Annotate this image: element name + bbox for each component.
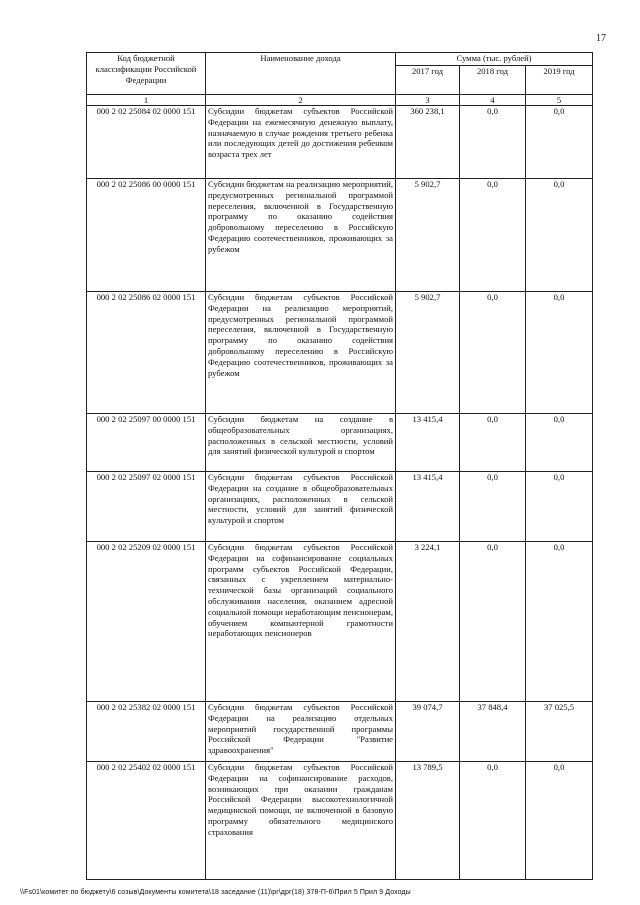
value-2017: 13 789,5 <box>396 762 460 880</box>
header-year-2018: 2018 год <box>460 66 526 95</box>
page-number: 17 <box>596 33 606 44</box>
value-2018: 0,0 <box>460 472 526 542</box>
budget-code: 000 2 02 25209 02 0000 151 <box>87 542 206 702</box>
header-year-2017: 2017 год <box>396 66 460 95</box>
value-2018: 37 848,4 <box>460 702 526 762</box>
value-2018: 0,0 <box>460 762 526 880</box>
table-row <box>87 292 593 414</box>
value-2019: 0,0 <box>526 179 593 292</box>
column-number: 4 <box>460 95 526 106</box>
revenue-name: Субсидии бюджетам субъектов Российской Федерации на софинансирование расходов, возникающих при оказании гражданам Российской Федерации высокотехнологичной медицинской помощи, не включенной в базовую программу обязательного медицинского страхования <box>206 762 396 880</box>
budget-code: 000 2 02 25086 00 0000 151 <box>87 179 206 292</box>
revenue-name: Субсидии бюджетам субъектов Российской Федерации на реализацию мероприятий, предусмотренных региональной программой переселения, включенной в Государственную программу по оказанию содействия добровольному переселению в Российскую Федерацию соотечественников, проживающих за рубежом <box>206 292 396 414</box>
revenue-name: Субсидии бюджетам на реализацию мероприятий, предусмотренных региональной программой переселения, включенной в Государственную программу по оказанию содействия добровольному переселению в Российскую Федерацию соотечественников, проживающих за рубежом <box>206 179 396 292</box>
column-number: 1 <box>87 95 206 106</box>
column-number: 2 <box>206 95 396 106</box>
budget-code: 000 2 02 25097 00 0000 151 <box>87 414 206 472</box>
value-2019: 0,0 <box>526 414 593 472</box>
header-code: Код бюджетной классификации Российской Федерации <box>87 53 206 95</box>
revenue-table <box>86 52 593 880</box>
value-2017: 3 224,1 <box>396 542 460 702</box>
header-sum: Сумма (тыс. рублей) <box>396 53 593 66</box>
table-row <box>87 414 593 472</box>
value-2017: 39 074,7 <box>396 702 460 762</box>
value-2017: 5 902,7 <box>396 179 460 292</box>
table-row <box>87 106 593 179</box>
header-name: Наименование дохода <box>206 53 396 95</box>
value-2017: 13 415,4 <box>396 414 460 472</box>
revenue-name: Субсидии бюджетам субъектов Российской Федерации на ежемесячную денежную выплату, назначаемую в случае рождения третьего ребенка или последующих детей до достижения ребенком возраста трех лет <box>206 106 396 179</box>
value-2017: 13 415,4 <box>396 472 460 542</box>
budget-code: 000 2 02 25097 02 0000 151 <box>87 472 206 542</box>
column-number: 3 <box>396 95 460 106</box>
value-2019: 0,0 <box>526 106 593 179</box>
value-2019: 0,0 <box>526 292 593 414</box>
value-2018: 0,0 <box>460 292 526 414</box>
budget-code: 000 2 02 25402 02 0000 151 <box>87 762 206 880</box>
table-row <box>87 702 593 762</box>
budget-code: 000 2 02 25084 02 0000 151 <box>87 106 206 179</box>
header-year-2019: 2019 год <box>526 66 593 95</box>
value-2019: 37 025,5 <box>526 702 593 762</box>
column-number: 5 <box>526 95 593 106</box>
value-2019: 0,0 <box>526 542 593 702</box>
value-2018: 0,0 <box>460 106 526 179</box>
value-2018: 0,0 <box>460 414 526 472</box>
column-numbers-row <box>87 95 593 106</box>
revenue-name: Субсидии бюджетам субъектов Российской Федерации на создание в общеобразовательных организациях, расположенных в сельской местности, условий для занятий физической культурой и спортом <box>206 472 396 542</box>
revenue-name: Субсидии бюджетам на создание в общеобразовательных организациях, расположенных в сельской местности, условий для занятий физической культурой и спортом <box>206 414 396 472</box>
value-2019: 0,0 <box>526 762 593 880</box>
value-2017: 360 238,1 <box>396 106 460 179</box>
table-row <box>87 179 593 292</box>
table-row <box>87 472 593 542</box>
table-row <box>87 762 593 880</box>
value-2019: 0,0 <box>526 472 593 542</box>
value-2018: 0,0 <box>460 179 526 292</box>
revenue-name: Субсидии бюджетам субъектов Российской Федерации на софинансирование социальных программ субъектов Российской Федерации, связанных с укреплением материально-технической базы организаций социального обслуживания населения, оказанием адресной социальной помощи неработающим пенсионерам, обучением компьютерной грамотности неработающих пенсионеров <box>206 542 396 702</box>
revenue-name: Субсидии бюджетам субъектов Российской Федерации на реализацию отдельных мероприятий государственной программы Российской Федерации "Развитие здравоохранения" <box>206 702 396 762</box>
value-2017: 5 902,7 <box>396 292 460 414</box>
budget-code: 000 2 02 25382 02 0000 151 <box>87 702 206 762</box>
value-2018: 0,0 <box>460 542 526 702</box>
budget-code: 000 2 02 25086 02 0000 151 <box>87 292 206 414</box>
file-path-footer: \\Fs01\комитет по бюджету\6 созыв\Документы комитета\18 заседание (11)\pr\дрг(18) 378-П-6\Прил 5 Прил 9 Доходы <box>20 889 411 896</box>
table-row <box>87 542 593 702</box>
